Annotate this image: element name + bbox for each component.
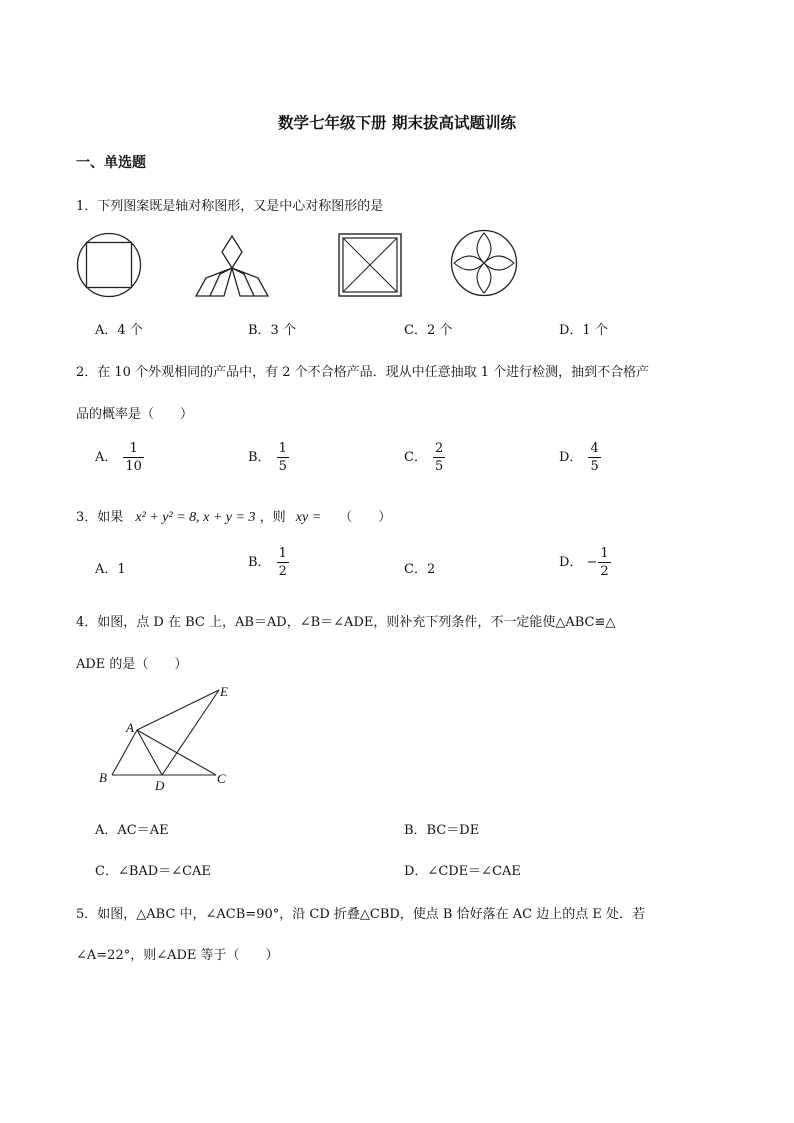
q1-option-a[interactable]: A．4 个 (95, 323, 143, 338)
question-5-line2: ∠A=22°，则∠ADE 等于（ ） (76, 948, 279, 963)
q3-option-d[interactable] (559, 545, 611, 580)
q2-option-c-label: C． (404, 450, 427, 465)
q3-equation: x² + y² = 8, x + y = 3 (135, 510, 256, 525)
label-d: D (155, 778, 165, 793)
q4-option-b[interactable]: B．BC＝DE (404, 823, 480, 838)
question-2-line1: 2．在 10 个外观相同的产品中，有 2 个不合格产品．现从中任意抽取 1 个进行检测，抽到不合格产 (76, 365, 650, 380)
q1-option-b[interactable]: B．3 个 (248, 323, 296, 338)
question-2-line2: 品的概率是（ ） (76, 407, 194, 422)
q3-prefix: 3．如果 (76, 510, 124, 525)
q2-option-c[interactable] (404, 440, 445, 475)
figure-triangle-abc-ade (94, 682, 244, 794)
q2-option-b[interactable] (248, 440, 289, 475)
q3-suffix: （ ） (339, 510, 392, 525)
q3-option-c[interactable]: C．2 (404, 562, 436, 577)
q2-option-c-fraction: $\frac{2}{5}$ (434, 441, 444, 474)
q3-mid: ，则 (259, 510, 286, 525)
q2-option-a[interactable] (95, 440, 144, 475)
question-5-line1: 5．如图，△ABC 中，∠ACB=90°，沿 CD 折叠△CBD，使点 B 恰好落在 AC 边上的点 E 处．若 (76, 907, 645, 922)
q2-option-b-fraction: $\frac{1}{5}$ (278, 441, 287, 474)
q2-option-d-label: D． (559, 450, 583, 465)
label-e: E (220, 684, 228, 699)
q2-option-b-label: B． (248, 450, 271, 465)
q2-option-a-label: A． (95, 450, 118, 465)
q3-option-b-fraction: $\frac{1}{2}$ (278, 546, 287, 579)
q4-option-a[interactable]: A．AC＝AE (95, 823, 169, 838)
figure-circle-petals (450, 229, 518, 297)
q2-option-d[interactable] (559, 440, 601, 475)
section-heading: 一、单选题 (76, 155, 146, 171)
q3-xy: xy = (295, 510, 322, 525)
figure-square-diagonals (338, 233, 402, 297)
page-title: 数学七年级下册 期末拔高试题训练 (278, 113, 516, 132)
q4-option-c[interactable]: C．∠BAD＝∠CAE (95, 864, 211, 879)
q2-option-d-fraction: $\frac{4}{5}$ (590, 441, 599, 474)
q2-option-a-fraction: $\frac{1}{10}$ (125, 441, 142, 474)
q3-option-d-minus: − (586, 555, 598, 570)
question-4-line2: ADE 的是（ ） (76, 657, 188, 672)
q3-option-b[interactable] (248, 545, 289, 580)
figure-circle-square (76, 232, 142, 298)
question-3-text (76, 506, 391, 526)
q4-option-d[interactable]: D．∠CDE＝∠CAE (404, 864, 521, 879)
q3-option-d-label: D． (559, 555, 583, 570)
label-b: B (99, 770, 107, 785)
q1-option-d[interactable]: D．1 个 (559, 323, 608, 338)
figure-three-rhombus (194, 234, 270, 300)
q3-option-d-fraction: $\frac{1}{2}$ (600, 546, 609, 579)
label-c: C (217, 771, 226, 786)
question-4-line1: 4．如图，点 D 在 BC 上，AB＝AD，∠B＝∠ADE，则补充下列条件，不一定能使△ABC≌△ (76, 615, 616, 630)
q3-option-a[interactable]: A．1 (95, 562, 126, 577)
q3-option-b-label: B． (248, 555, 271, 570)
q1-option-c[interactable]: C．2 个 (404, 323, 453, 338)
question-1-text: 1．下列图案既是轴对称图形，又是中心对称图形的是 (76, 199, 384, 214)
label-a: A (126, 720, 134, 735)
